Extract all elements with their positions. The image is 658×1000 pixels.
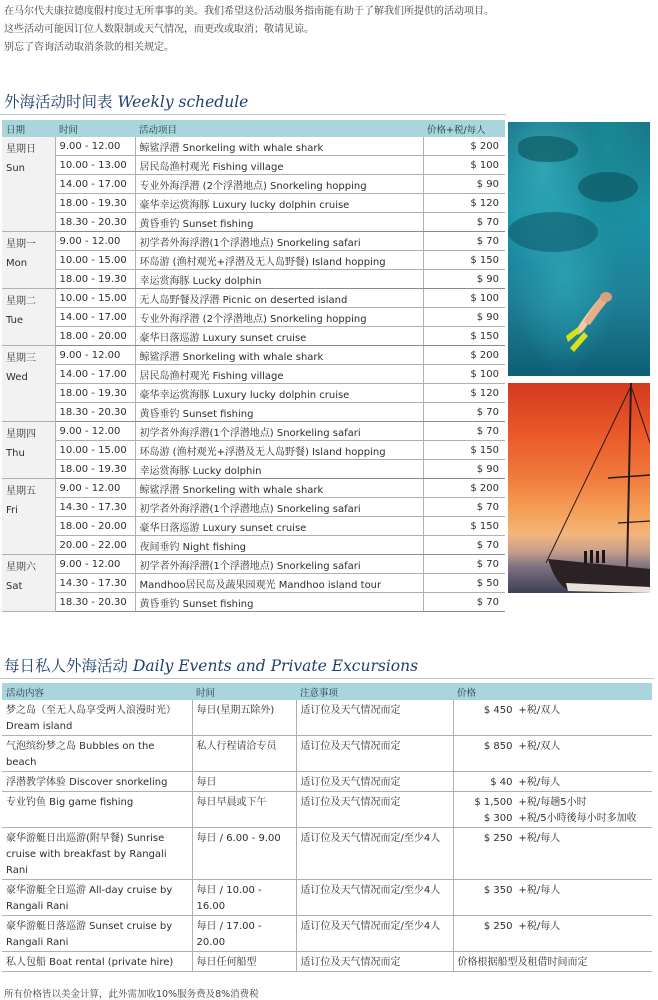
time-cell: 14.00 - 17.00 [55, 308, 135, 327]
schedule-row [2, 213, 505, 232]
schedule-row [2, 479, 505, 498]
schedule-row [2, 384, 505, 403]
event-row [2, 700, 652, 736]
intro-line: 这些活动可能因订位人数限制或天气情况，而更改或取消；敬请见谅。 [4, 24, 314, 35]
price-cell: $ 90 [423, 460, 505, 479]
daily-title-cn: 每日私人外海活动 [4, 657, 129, 675]
event-activity-cell: 专业钓鱼 Big game fishing [2, 792, 192, 828]
day-cell [2, 289, 55, 346]
price-amount: $ 300 [483, 813, 513, 824]
day-cell [2, 479, 55, 555]
day-name-en: Sun [6, 163, 26, 174]
event-activity-cell: 浮潜教学体验 Discover snorkeling [2, 772, 192, 792]
event-activity-cell: 气泡缤纷梦之岛 Bubbles on the beach [2, 736, 192, 772]
activity-cell: 幸运赏海豚 Lucky dolphin [135, 460, 423, 479]
price-cell: $ 70 [423, 593, 505, 612]
day-cell [2, 555, 55, 612]
event-price-cell [453, 880, 652, 916]
schedule-row [2, 289, 505, 308]
time-cell: 10.00 - 15.00 [55, 289, 135, 308]
day-name-en: Thu [6, 448, 25, 459]
schedule-row [2, 194, 505, 213]
event-notes-cell: 适订位及天气情况而定 [296, 792, 453, 828]
price-cell: $ 70 [423, 498, 505, 517]
day-name-cn: 星期二 [6, 296, 36, 307]
day-cell [2, 232, 55, 289]
schedule-row [2, 422, 505, 441]
event-activity-cell: 豪华游艇日落巡游 Sunset cruise by Rangali Rani [2, 916, 192, 952]
price-amount: $ 1,500 [474, 797, 513, 808]
schedule-row [2, 346, 505, 365]
activity-cell: 鲸鲨浮潜 Snorkeling with whale shark [135, 479, 423, 498]
schedule-row [2, 327, 505, 346]
event-activity-cell: 豪华游艇全日巡游 All-day cruise by Rangali Rani [2, 880, 192, 916]
weekly-title-en: Weekly schedule [117, 93, 249, 111]
time-cell: 10.00 - 15.00 [55, 441, 135, 460]
weekly-schedule-body [2, 137, 505, 612]
price-amount: $ 850 [483, 741, 513, 752]
activity-cell: 居民岛渔村观光 Fishing village [135, 156, 423, 175]
header-activity: 活动项目 [135, 120, 423, 137]
price-cell: $ 200 [423, 479, 505, 498]
price-line [458, 703, 649, 719]
table-header-row [2, 120, 505, 137]
price-tax-note: +税/每人 [518, 885, 561, 896]
event-row [2, 952, 652, 972]
event-activity-cell: 私人包船 Boat rental (private hire) [2, 952, 192, 972]
event-notes-cell: 适订位及天气情况而定/至少4人 [296, 880, 453, 916]
daily-events-heading [4, 654, 418, 676]
price-cell: $ 200 [423, 346, 505, 365]
activity-cell: 豪华幸运赏海豚 Luxury lucky dolphin cruise [135, 384, 423, 403]
day-cell [2, 422, 55, 479]
schedule-row [2, 175, 505, 194]
activity-cell: 鲸鲨浮潜 Snorkeling with whale shark [135, 346, 423, 365]
price-cell: $ 70 [423, 536, 505, 555]
activity-cell: Mandhoo居民岛及蔬果园观光 Mandhoo island tour [135, 574, 423, 593]
day-name-en: Wed [6, 372, 28, 383]
time-cell: 18.30 - 20.30 [55, 403, 135, 422]
price-cell: $ 90 [423, 308, 505, 327]
activity-cell: 专业外海浮潜 (2个浮潜地点) Snorkeling hopping [135, 175, 423, 194]
event-time-cell: 每日任何船型 [192, 952, 296, 972]
price-amount: $ 250 [483, 833, 513, 844]
sailboat-sunset-photo [508, 383, 650, 593]
time-cell: 9.00 - 12.00 [55, 555, 135, 574]
daily-events-body [2, 700, 652, 972]
header-price: 价格+税/每人 [423, 120, 505, 137]
price-tax-note: +税/双人 [518, 741, 561, 752]
activity-cell: 鲸鲨浮潜 Snorkeling with whale shark [135, 137, 423, 156]
event-row [2, 880, 652, 916]
event-row [2, 916, 652, 952]
event-price-cell [453, 952, 652, 972]
header-price: 价格 [453, 683, 652, 700]
price-tax-note: +税/每人 [518, 833, 561, 844]
price-line [458, 831, 649, 847]
header-time: 时间 [192, 683, 296, 700]
day-name-en: Tue [6, 315, 24, 326]
event-time-cell: 每日 / 10.00 - 16.00 [192, 880, 296, 916]
price-line [458, 811, 649, 827]
day-name-cn: 星期三 [6, 353, 36, 364]
event-time-cell: 每日 [192, 772, 296, 792]
event-notes-cell: 适订位及天气情况而定/至少4人 [296, 916, 453, 952]
price-cell: $ 120 [423, 384, 505, 403]
price-cell: $ 150 [423, 441, 505, 460]
price-cell: $ 200 [423, 137, 505, 156]
day-name-en: Sat [6, 581, 23, 592]
schedule-row [2, 270, 505, 289]
time-cell: 18.00 - 19.30 [55, 270, 135, 289]
weekly-title-cn: 外海活动时间表 [4, 93, 113, 111]
time-cell: 14.30 - 17.30 [55, 498, 135, 517]
day-name-cn: 星期五 [6, 486, 36, 497]
schedule-row [2, 251, 505, 270]
activity-cell: 豪华幸运赏海豚 Luxury lucky dolphin cruise [135, 194, 423, 213]
schedule-row [2, 156, 505, 175]
activity-cell: 居民岛渔村观光 Fishing village [135, 365, 423, 384]
event-notes-cell: 适订位及天气情况而定 [296, 736, 453, 772]
daily-events-table [2, 683, 652, 972]
weekly-schedule-table [2, 120, 505, 612]
daily-title-en: Daily Events and Private Excursions [132, 657, 419, 675]
day-name-cn: 星期日 [6, 144, 36, 155]
time-cell: 18.00 - 20.00 [55, 517, 135, 536]
weekly-schedule-heading [4, 90, 248, 112]
event-notes-cell: 适订位及天气情况而定 [296, 700, 453, 736]
event-notes-cell: 适订位及天气情况而定 [296, 952, 453, 972]
price-line [458, 739, 649, 755]
price-line [458, 955, 649, 971]
event-price-cell [453, 772, 652, 792]
schedule-row [2, 517, 505, 536]
event-price-cell [453, 828, 652, 880]
header-activity: 活动内容 [2, 683, 192, 700]
table-header-row [2, 683, 652, 700]
activity-cell: 豪华日落巡游 Luxury sunset cruise [135, 517, 423, 536]
time-cell: 10.00 - 15.00 [55, 251, 135, 270]
activity-cell: 初学者外海浮潜(1个浮潜地点) Snorkeling safari [135, 232, 423, 251]
footnote: 所有价格皆以美金计算，此外需加收10%服务费及8%消费税 [4, 989, 259, 1000]
time-cell: 18.00 - 19.30 [55, 194, 135, 213]
intro-line: 别忘了咨询活动取消条款的相关规定。 [4, 42, 174, 53]
event-price-cell [453, 916, 652, 952]
time-cell: 9.00 - 12.00 [55, 479, 135, 498]
price-line [458, 919, 649, 935]
price-cell: $ 120 [423, 194, 505, 213]
heading-divider [0, 678, 654, 679]
header-time: 时间 [55, 120, 135, 137]
schedule-row [2, 536, 505, 555]
event-activity-cell: 梦之岛（至无人岛享受两人浪漫时光）Dream island [2, 700, 192, 736]
price-cell: $ 90 [423, 270, 505, 289]
schedule-row [2, 498, 505, 517]
activity-cell: 夜间垂钓 Night fishing [135, 536, 423, 555]
schedule-row [2, 574, 505, 593]
time-cell: 9.00 - 12.00 [55, 232, 135, 251]
schedule-row [2, 593, 505, 612]
price-cell: $ 100 [423, 365, 505, 384]
price-amount: $ 350 [483, 885, 513, 896]
price-amount: $ 450 [483, 705, 513, 716]
time-cell: 9.00 - 12.00 [55, 422, 135, 441]
schedule-row [2, 403, 505, 422]
time-cell: 10.00 - 13.00 [55, 156, 135, 175]
schedule-row [2, 308, 505, 327]
event-row [2, 772, 652, 792]
price-cell: $ 70 [423, 232, 505, 251]
time-cell: 18.00 - 19.30 [55, 384, 135, 403]
event-price-cell [453, 700, 652, 736]
time-cell: 14.30 - 17.30 [55, 574, 135, 593]
sailboat-icon [508, 383, 650, 593]
activity-cell: 初学者外海浮潜(1个浮潜地点) Snorkeling safari [135, 498, 423, 517]
price-tax-note: 价格根据船型及租借时间而定 [457, 957, 588, 968]
activity-cell: 专业外海浮潜 (2个浮潜地点) Snorkeling hopping [135, 308, 423, 327]
day-name-en: Fri [6, 505, 18, 516]
event-time-cell: 每日 / 6.00 - 9.00 [192, 828, 296, 880]
intro-line: 在马尔代夫康拉德度假村度过无所事事的美。我们希望这份活动服务指南能有助于了解我们所提供的活动项目。 [4, 6, 494, 17]
day-name-cn: 星期四 [6, 429, 36, 440]
day-name-en: Mon [6, 258, 28, 269]
time-cell: 20.00 - 22.00 [55, 536, 135, 555]
time-cell: 18.00 - 19.30 [55, 460, 135, 479]
day-cell [2, 346, 55, 422]
activity-cell: 无人岛野餐及浮潜 Picnic on deserted island [135, 289, 423, 308]
schedule-row [2, 441, 505, 460]
price-tax-note: +税/5小時後每小时多加收 [518, 813, 637, 824]
event-time-cell: 每日(星期五除外) [192, 700, 296, 736]
snorkeling-photo [508, 122, 650, 376]
event-row [2, 736, 652, 772]
activity-cell: 环岛游 (渔村观光+浮潜及无人岛野餐) Island hopping [135, 441, 423, 460]
schedule-row [2, 232, 505, 251]
price-cell: $ 50 [423, 574, 505, 593]
time-cell: 9.00 - 12.00 [55, 137, 135, 156]
time-cell: 18.00 - 20.00 [55, 327, 135, 346]
activity-cell: 幸运赏海豚 Lucky dolphin [135, 270, 423, 289]
price-cell: $ 150 [423, 251, 505, 270]
price-tax-note: +税/每趟5小时 [518, 797, 587, 808]
price-cell: $ 90 [423, 175, 505, 194]
intro-text [4, 3, 654, 57]
activity-cell: 黄昏垂钓 Sunset fishing [135, 593, 423, 612]
time-cell: 14.00 - 17.00 [55, 365, 135, 384]
price-tax-note: +税/每人 [518, 777, 561, 788]
price-cell: $ 70 [423, 403, 505, 422]
day-name-cn: 星期六 [6, 562, 36, 573]
event-notes-cell: 适订位及天气情况而定/至少4人 [296, 828, 453, 880]
price-cell: $ 150 [423, 517, 505, 536]
price-line [458, 883, 649, 899]
schedule-row [2, 460, 505, 479]
activity-cell: 初学者外海浮潜(1个浮潜地点) Snorkeling safari [135, 555, 423, 574]
header-notes: 注意事项 [296, 683, 453, 700]
price-amount: $ 40 [490, 777, 513, 788]
price-tax-note: +税/每人 [518, 921, 561, 932]
price-amount: $ 250 [483, 921, 513, 932]
price-line [458, 795, 649, 811]
price-cell: $ 150 [423, 327, 505, 346]
schedule-row [2, 137, 505, 156]
event-time-cell: 每日早晨或下午 [192, 792, 296, 828]
price-cell: $ 100 [423, 156, 505, 175]
event-price-cell [453, 736, 652, 772]
time-cell: 14.00 - 17.00 [55, 175, 135, 194]
event-notes-cell: 适订位及天气情况而定 [296, 772, 453, 792]
event-row [2, 828, 652, 880]
activity-cell: 黄昏垂钓 Sunset fishing [135, 213, 423, 232]
time-cell: 9.00 - 12.00 [55, 346, 135, 365]
activity-cell: 黄昏垂钓 Sunset fishing [135, 403, 423, 422]
event-row [2, 792, 652, 828]
activity-cell: 环岛游 (渔村观光+浮潜及无人岛野餐) Island hopping [135, 251, 423, 270]
schedule-row [2, 365, 505, 384]
price-cell: $ 70 [423, 422, 505, 441]
activity-cell: 初学者外海浮潜(1个浮潜地点) Snorkeling safari [135, 422, 423, 441]
event-price-cell [453, 792, 652, 828]
event-time-cell: 每日 / 17.00 - 20.00 [192, 916, 296, 952]
time-cell: 18.30 - 20.30 [55, 593, 135, 612]
price-cell: $ 100 [423, 289, 505, 308]
event-activity-cell: 豪华游艇日出巡游(附早餐) Sunrise cruise with breakfast by Rangali Rani [2, 828, 192, 880]
schedule-row [2, 555, 505, 574]
price-tax-note: +税/双人 [518, 705, 561, 716]
heading-divider [0, 114, 506, 115]
time-cell: 18.30 - 20.30 [55, 213, 135, 232]
day-cell [2, 137, 55, 232]
activity-cell: 豪华日落巡游 Luxury sunset cruise [135, 327, 423, 346]
event-time-cell: 私人行程请洽专员 [192, 736, 296, 772]
header-day: 日期 [2, 120, 55, 137]
price-cell: $ 70 [423, 213, 505, 232]
price-line [458, 775, 649, 791]
snorkeler-figure-icon [508, 122, 650, 376]
day-name-cn: 星期一 [6, 239, 36, 250]
price-cell: $ 70 [423, 555, 505, 574]
